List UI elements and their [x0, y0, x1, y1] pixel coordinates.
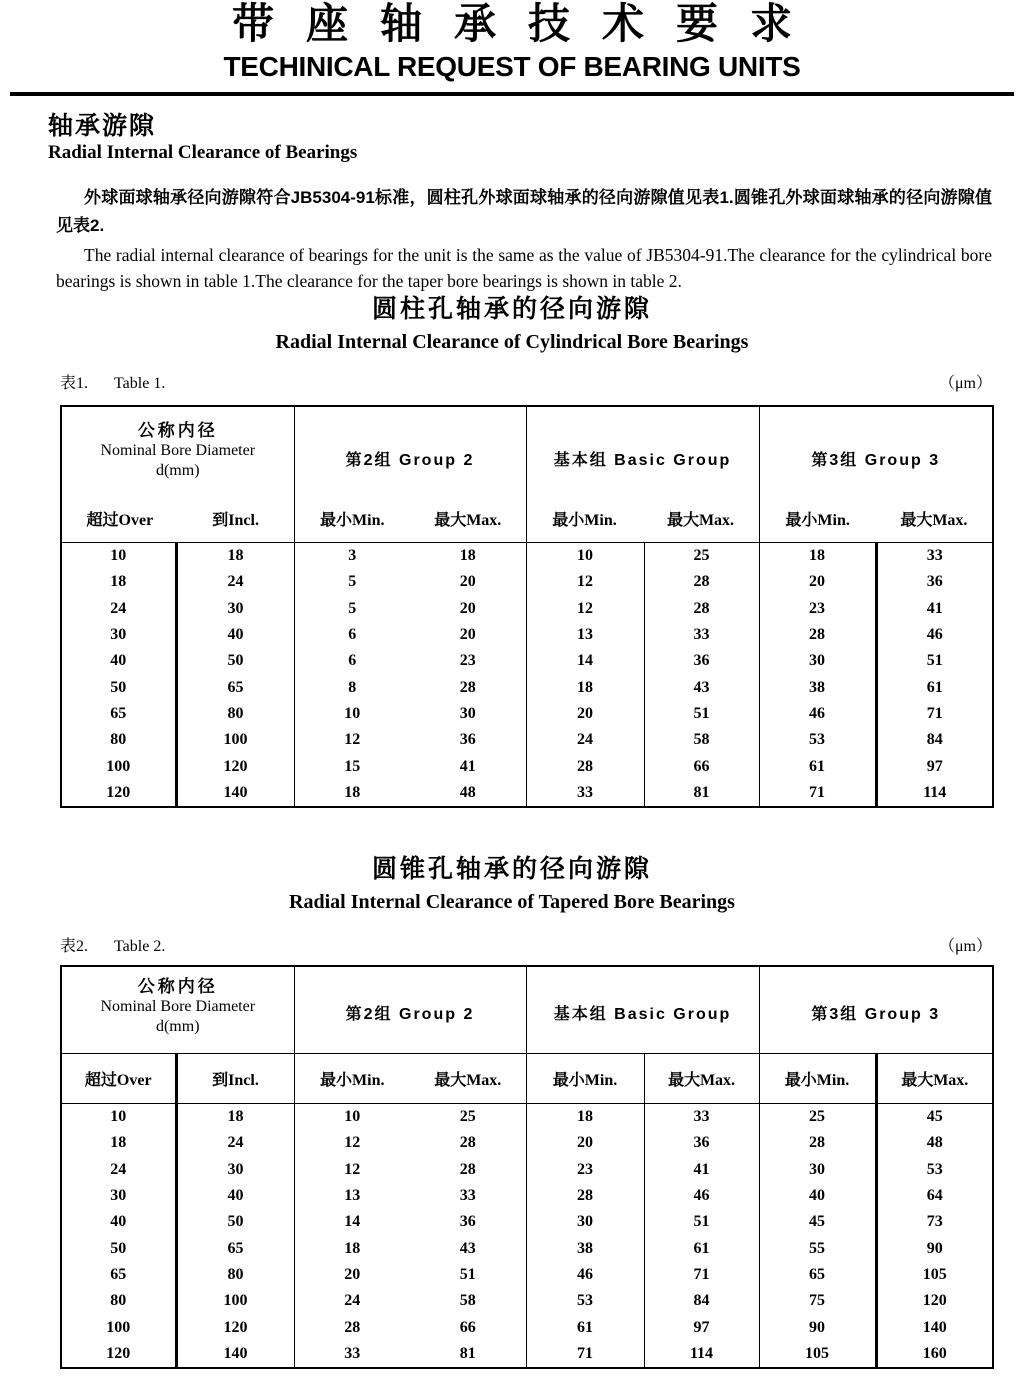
table-row: [61, 780, 993, 807]
table-cell: 84: [876, 727, 993, 753]
table-cell: 53: [876, 1157, 993, 1183]
table-cell: 10: [294, 1104, 410, 1131]
table-cell: 51: [644, 1209, 759, 1235]
table-cell: 140: [176, 1341, 294, 1368]
min-max-labels: [760, 507, 993, 530]
table-cell: 51: [876, 648, 993, 674]
table-cell: 23: [526, 1157, 644, 1183]
table-cell: 18: [759, 543, 876, 570]
table-row: [61, 569, 993, 595]
table-cell: 120: [106, 1344, 131, 1362]
document-title-chinese: 带座轴承技术要求: [231, 0, 824, 47]
table-row: [61, 753, 993, 779]
table-cell: 12: [294, 727, 410, 753]
table-cell: 43: [459, 1239, 476, 1257]
table-row: [61, 1209, 993, 1235]
table-cell: 38: [526, 1235, 644, 1261]
table-cell: 36: [459, 1213, 476, 1231]
table-cell: 28: [294, 1314, 410, 1340]
table1-cylindrical-bore-clearance: [60, 405, 994, 808]
table-cell: 40: [176, 622, 294, 648]
table-cell: 105: [876, 1262, 993, 1288]
table-cell: 41: [644, 1157, 759, 1183]
table-cell: 6: [294, 622, 410, 648]
table2-header-group3: [759, 966, 993, 1054]
table-cell: 120: [876, 1288, 993, 1314]
table-cell: 25: [410, 1104, 526, 1131]
table-cell: 15: [294, 753, 410, 779]
table-cell: 18: [526, 1104, 644, 1131]
intro-paragraph: [56, 184, 992, 294]
table-row: [61, 1341, 993, 1368]
table-cell: 24: [176, 569, 294, 595]
table-cell: 20: [459, 573, 476, 591]
table-cell: 18: [110, 573, 127, 591]
table-cell: 120: [176, 1314, 294, 1340]
table-cell: 14: [294, 1209, 410, 1235]
table-cell: 24: [526, 727, 644, 753]
table2-label-chinese: 表2.: [60, 938, 89, 955]
table-cell: 50: [176, 1209, 294, 1235]
table-cell: 58: [644, 727, 759, 753]
table-cell: 51: [644, 701, 759, 727]
table-cell: 10: [61, 543, 176, 570]
table-cell: 45: [759, 1209, 876, 1235]
table-cell: 114: [644, 1341, 759, 1368]
table-cell: 18: [176, 543, 294, 570]
table-row: [61, 1235, 993, 1261]
over-incl-labels: [62, 507, 294, 530]
table2-body: [61, 1104, 993, 1368]
table-cell: 6: [294, 648, 410, 674]
min-label: 最小Min.: [294, 1054, 410, 1104]
table2-header-row: [61, 966, 993, 1054]
table-cell: 81: [459, 1344, 476, 1362]
group2-heading: 第2组 Group 2: [345, 452, 475, 469]
table-cell: 71: [526, 1341, 644, 1368]
table-cell: 61: [526, 1314, 644, 1340]
incl-label: 到Incl.: [176, 1054, 294, 1104]
table-cell: 24: [176, 1130, 294, 1156]
bore-heading-symbol: d(mm): [155, 1018, 200, 1035]
table-cell: 61: [759, 753, 876, 779]
table-cell: 43: [644, 674, 759, 700]
section-heading-english: Radial Internal Clearance of Bearings: [48, 142, 358, 163]
table-cell: 33: [644, 1104, 759, 1131]
table-row: [61, 543, 993, 570]
table-cell: 84: [644, 1288, 759, 1314]
table-cell: 73: [876, 1209, 993, 1235]
table-cell: 65: [176, 674, 294, 700]
table1-header-group3: [759, 406, 993, 543]
table-cell: 28: [459, 1134, 476, 1152]
table-cell: 50: [176, 648, 294, 674]
table-cell: 65: [110, 1265, 127, 1283]
table2-title-english: Radial Internal Clearance of Tapered Bore Bearings: [289, 891, 735, 913]
table-cell: 28: [459, 1160, 476, 1178]
table1-header-basic: [526, 406, 759, 543]
table-cell: 46: [526, 1262, 644, 1288]
table-cell: 48: [459, 783, 476, 801]
table-cell: 61: [876, 674, 993, 700]
table-cell: 24: [110, 599, 127, 617]
table-row: [61, 674, 993, 700]
intro-paragraph-english: The radial internal clearance of bearings for the unit is the same as the value of JB5304-91.The clearance for the cylindrical bore bearings is shown in table 1.The clearance for the taper bore bearings is shown in table 2.: [56, 245, 992, 291]
table-cell: 64: [876, 1183, 993, 1209]
table-cell: 140: [176, 780, 294, 807]
table-cell: 160: [876, 1341, 993, 1368]
incl-label: 到Incl.: [212, 512, 259, 529]
table-cell: 28: [526, 753, 644, 779]
table1-title-english: Radial Internal Clearance of Cylindrical Bore Bearings: [275, 331, 749, 353]
table-cell: 18: [110, 1134, 127, 1152]
table2-title-chinese: 圆锥孔轴承的径向游隙: [371, 855, 652, 883]
table2-header-bore: [61, 966, 294, 1054]
table-cell: 140: [876, 1314, 993, 1340]
table-cell: 46: [759, 701, 876, 727]
table-cell: 66: [459, 1318, 476, 1336]
table-cell: 55: [759, 1235, 876, 1261]
table-cell: 36: [876, 569, 993, 595]
table-cell: 114: [876, 780, 993, 807]
table-cell: 12: [294, 1130, 410, 1156]
table-row: [61, 1314, 993, 1340]
table2-label: [60, 933, 191, 956]
table-cell: 30: [759, 1157, 876, 1183]
table-cell: 100: [106, 757, 131, 775]
table-cell: 40: [110, 1213, 127, 1231]
min-max-labels: [527, 507, 759, 530]
table1-title-chinese: 圆柱孔轴承的径向游隙: [371, 295, 652, 323]
min-label: 最小Min.: [526, 1054, 644, 1104]
max-label: 最大Max.: [876, 1054, 993, 1104]
table-row: [61, 701, 993, 727]
document-title-english: TECHINICAL REQUEST OF BEARING UNITS: [223, 51, 801, 82]
table-cell: 71: [876, 701, 993, 727]
table1-header-bore: [61, 406, 294, 543]
min-label: 最小Min.: [320, 512, 385, 529]
table1-label: [60, 370, 191, 393]
table-cell: 36: [459, 731, 476, 749]
table-cell: 14: [526, 648, 644, 674]
table-cell: 50: [110, 678, 127, 696]
table-cell: 100: [176, 727, 294, 753]
table-cell: 48: [876, 1130, 993, 1156]
table-cell: 46: [644, 1183, 759, 1209]
table-cell: 18: [294, 1235, 410, 1261]
table-cell: 18: [410, 543, 526, 570]
bore-heading-english: Nominal Bore Diameter: [100, 442, 256, 459]
min-label: 最小Min.: [785, 512, 850, 529]
table-cell: 120: [176, 753, 294, 779]
table-cell: 23: [759, 596, 876, 622]
table-cell: 38: [759, 674, 876, 700]
table-cell: 28: [759, 1130, 876, 1156]
over-label: 超过Over: [86, 512, 154, 529]
table2-header-group2: [294, 966, 526, 1054]
table-cell: 36: [644, 648, 759, 674]
table2-subheader-row: [61, 1054, 993, 1104]
table-cell: 33: [294, 1341, 410, 1368]
table-cell: 33: [876, 543, 993, 570]
bore-diameter-heading: [62, 977, 294, 1037]
table-row: [61, 648, 993, 674]
table-cell: 24: [110, 1160, 127, 1178]
table2-label-english: Table 2.: [114, 938, 166, 955]
over-label: 超过Over: [61, 1054, 176, 1104]
min-label: 最小Min.: [552, 512, 617, 529]
table-cell: 10: [294, 701, 410, 727]
table-cell: 40: [110, 652, 127, 670]
table-cell: 24: [294, 1288, 410, 1314]
section-heading-chinese: 轴承游隙: [48, 112, 157, 140]
table-cell: 25: [644, 543, 759, 570]
table2-unit: （μm）: [938, 938, 992, 955]
bore-heading-symbol: d(mm): [155, 462, 200, 479]
max-label: 最大Max.: [666, 512, 735, 529]
table1-header-group2: [294, 406, 526, 543]
table-cell: 36: [644, 1130, 759, 1156]
table-row: [61, 1183, 993, 1209]
table-cell: 23: [459, 652, 476, 670]
table-cell: 5: [294, 569, 410, 595]
table-cell: 58: [459, 1292, 476, 1310]
table1-label-chinese: 表1.: [60, 375, 89, 392]
table-cell: 13: [526, 622, 644, 648]
table-cell: 50: [110, 1239, 127, 1257]
table-cell: 45: [876, 1104, 993, 1131]
table-cell: 97: [876, 753, 993, 779]
table-cell: 66: [644, 753, 759, 779]
table-row: [61, 622, 993, 648]
table-cell: 65: [759, 1262, 876, 1288]
table-cell: 30: [176, 1157, 294, 1183]
table-cell: 30: [526, 1209, 644, 1235]
table-cell: 97: [644, 1314, 759, 1340]
table-cell: 33: [526, 780, 644, 807]
bore-diameter-heading: [62, 421, 294, 481]
table-cell: 18: [294, 780, 410, 807]
intro-paragraph-chinese: 外球面球轴承径向游隙符合JB5304-91标准，圆柱孔外球面球轴承的径向游隙值见表1.圆锥孔外球面球轴承的径向游隙值见表2.: [56, 188, 992, 235]
table-cell: 20: [459, 626, 476, 644]
table-cell: 65: [110, 704, 127, 722]
max-label: 最大Max.: [900, 512, 968, 529]
table-cell: 30: [176, 596, 294, 622]
table-row: [61, 1104, 993, 1131]
table-cell: 28: [526, 1183, 644, 1209]
table-cell: 33: [644, 622, 759, 648]
table-cell: 51: [459, 1265, 476, 1283]
min-max-labels: [295, 507, 526, 530]
table-row: [61, 1262, 993, 1288]
table-cell: 10: [61, 1104, 176, 1131]
group3-heading: 第3组 Group 3: [811, 452, 941, 469]
table-cell: 40: [759, 1183, 876, 1209]
table-cell: 18: [176, 1104, 294, 1131]
table-cell: 30: [459, 704, 476, 722]
table-cell: 8: [294, 674, 410, 700]
table-cell: 18: [526, 674, 644, 700]
table-cell: 41: [876, 596, 993, 622]
table-cell: 20: [459, 599, 476, 617]
table-cell: 28: [459, 678, 476, 696]
basic-group-heading: 基本组 Basic Group: [553, 452, 732, 469]
table-cell: 105: [759, 1341, 876, 1368]
min-label: 最小Min.: [759, 1054, 876, 1104]
table-cell: 20: [526, 701, 644, 727]
table-row: [61, 1157, 993, 1183]
table-cell: 75: [759, 1288, 876, 1314]
table-cell: 30: [110, 1187, 127, 1205]
table-cell: 28: [644, 596, 759, 622]
table-cell: 28: [644, 569, 759, 595]
max-label: 最大Max.: [644, 1054, 759, 1104]
group2-heading: 第2组 Group 2: [345, 1006, 475, 1023]
table-cell: 80: [110, 731, 127, 749]
table-cell: 10: [526, 543, 644, 570]
table-cell: 40: [176, 1183, 294, 1209]
table-cell: 28: [759, 622, 876, 648]
table-cell: 12: [526, 569, 644, 595]
table-cell: 5: [294, 596, 410, 622]
table-cell: 3: [294, 543, 410, 570]
table-cell: 46: [876, 622, 993, 648]
table1-label-english: Table 1.: [114, 375, 166, 392]
table-cell: 12: [526, 596, 644, 622]
table-cell: 81: [644, 780, 759, 807]
group3-heading: 第3组 Group 3: [811, 1006, 941, 1023]
basic-group-heading: 基本组 Basic Group: [553, 1006, 732, 1023]
table-cell: 80: [110, 1292, 127, 1310]
table-cell: 90: [876, 1235, 993, 1261]
max-label: 最大Max.: [410, 1054, 526, 1104]
table-cell: 41: [459, 757, 476, 775]
table-cell: 20: [759, 569, 876, 595]
table1-caption-row: [60, 370, 992, 393]
bore-heading-english: Nominal Bore Diameter: [100, 998, 256, 1015]
table2-caption-row: [60, 933, 992, 956]
table-cell: 20: [294, 1262, 410, 1288]
table1-body: [61, 543, 993, 807]
table-cell: 25: [759, 1104, 876, 1131]
table2-tapered-bore-clearance: [60, 965, 994, 1369]
table-cell: 20: [526, 1130, 644, 1156]
table-row: [61, 1288, 993, 1314]
bore-heading-chinese: 公称内径: [137, 421, 218, 440]
table-cell: 100: [106, 1318, 131, 1336]
table-cell: 53: [759, 727, 876, 753]
table-cell: 80: [176, 701, 294, 727]
table-cell: 33: [459, 1187, 476, 1205]
table-cell: 80: [176, 1262, 294, 1288]
table-cell: 30: [759, 648, 876, 674]
table1-header-row: [61, 406, 993, 543]
table-row: [61, 727, 993, 753]
table-cell: 13: [294, 1183, 410, 1209]
table-cell: 53: [526, 1288, 644, 1314]
table-cell: 90: [759, 1314, 876, 1340]
bore-heading-chinese: 公称内径: [137, 977, 218, 996]
horizontal-rule: [10, 92, 1014, 96]
table-cell: 61: [644, 1235, 759, 1261]
table-cell: 12: [294, 1157, 410, 1183]
table-row: [61, 596, 993, 622]
table2-header-basic: [526, 966, 759, 1054]
table-cell: 65: [176, 1235, 294, 1261]
table-cell: 30: [110, 626, 127, 644]
table-row: [61, 1130, 993, 1156]
max-label: 最大Max.: [434, 512, 502, 529]
table-cell: 71: [644, 1262, 759, 1288]
table-cell: 71: [759, 780, 876, 807]
table-cell: 120: [106, 783, 131, 801]
table-cell: 100: [176, 1288, 294, 1314]
table1-unit: （μm）: [938, 375, 992, 392]
